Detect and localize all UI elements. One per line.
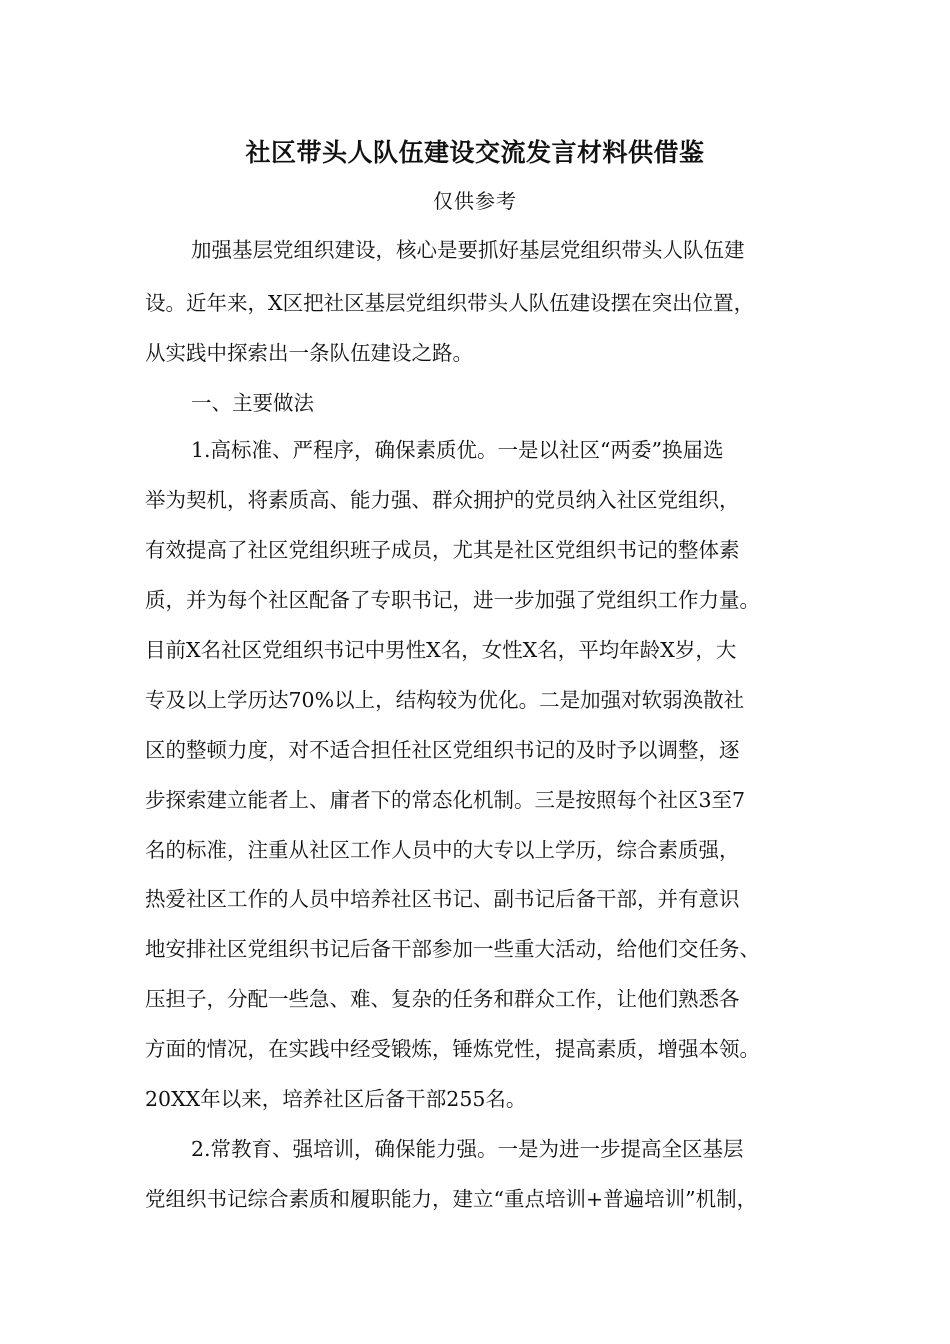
paragraph-line: 区的整顿力度，对不适合担任社区党组织书记的及时予以调整，逐	[145, 738, 740, 762]
paragraph-line: 压担子，分配一些急、难、复杂的任务和群众工作，让他们熟悉各	[145, 987, 740, 1011]
paragraph-line: 从实践中探索出一条队伍建设之路。	[145, 341, 473, 365]
paragraph-line: 目前X名社区党组织书记中男性X名，女性X名，平均年龄X岁，大	[145, 638, 737, 662]
paragraph-line: 加强基层党组织建设，核心是要抓好基层党组织带头人队伍建	[191, 238, 745, 262]
paragraph-line: 方面的情况，在实践中经受锻炼，锤炼党性，提高素质，增强本领。	[145, 1037, 760, 1061]
section-heading: 一、主要做法	[191, 391, 314, 415]
paragraph-line: 热爱社区工作的人员中培养社区书记、副书记后备干部，并有意识	[145, 887, 740, 911]
paragraph-line: 1.高标准、严程序，确保素质优。一是以社区“两委”换届选	[191, 438, 724, 462]
paragraph-line: 质，并为每个社区配备了专职书记，进一步加强了党组织工作力量。	[145, 588, 760, 612]
paragraph-line: 名的标准，注重从社区工作人员中的大专以上学历，综合素质强，	[145, 838, 740, 862]
document-title: 社区带头人队伍建设交流发言材料供借鉴	[245, 138, 705, 167]
paragraph-line: 设。近年来，X区把社区基层党组织带头人队伍建设摆在突出位置，	[145, 291, 755, 315]
paragraph-line: 党组织书记综合素质和履职能力，建立“重点培训+普遍培训”机制，	[145, 1187, 758, 1211]
paragraph-line: 20XX年以来，培养社区后备干部255名。	[145, 1087, 527, 1111]
paragraph-line: 专及以上学历达70%以上，结构较为优化。二是加强对软弱涣散社	[145, 688, 745, 712]
paragraph-line: 2.常教育、强培训，确保能力强。一是为进一步提高全区基层	[191, 1137, 744, 1161]
document-subtitle: 仅供参考	[433, 189, 517, 213]
paragraph-line: 举为契机，将素质高、能力强、群众拥护的党员纳入社区党组织，	[145, 488, 740, 512]
paragraph-line: 有效提高了社区党组织班子成员，尤其是社区党组织书记的整体素	[145, 538, 740, 562]
paragraph-line: 地安排社区党组织书记后备干部参加一些重大活动，给他们交任务、	[145, 937, 760, 961]
paragraph-line: 步探索建立能者上、庸者下的常态化机制。三是按照每个社区3至7	[145, 788, 746, 812]
